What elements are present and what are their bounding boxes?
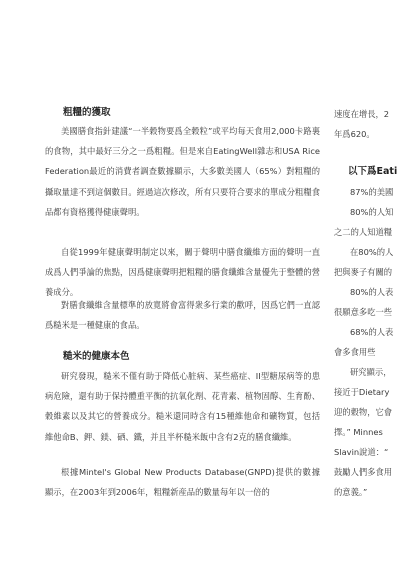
section-title-brown-rice-health: 糙米的健康本色 bbox=[63, 351, 130, 362]
paragraph-health-claim-history: 自從1999年健康聲明制定以來，關于聲明中膳食纖維方面的聲明一直成爲人們爭論的焦點，因爲健康聲明把粗糧的膳食纖維含量優先于整體的營養成分。 bbox=[45, 247, 320, 298]
right-section-title: 以下爲Eati bbox=[348, 166, 398, 177]
right-line: 年爲620。 bbox=[334, 129, 375, 139]
right-line: 80%的人知 bbox=[350, 207, 394, 217]
right-line: 87%的美國 bbox=[350, 187, 394, 197]
right-line: 在80%的人 bbox=[350, 247, 394, 257]
right-line: 68%的人表 bbox=[350, 327, 394, 337]
right-line: 研究顯示， bbox=[350, 367, 392, 377]
paragraph-brown-rice-research: 研究發現，糙米不僅有助于降低心脏病、某些癌症、II型糖尿病等的患病危險，還有助于保持體重平衡的抗氧化劑、花青素、植物固醇、生育酚、穀維素以及其它的營養成分。糙米還同時含有15種維他命和礦物質，包括維他命B、鉀、鎂、硒、鐵，并且半杯糙米飯中含有2克的膳食纖維。 bbox=[45, 371, 320, 442]
right-line: 把與麥子有關的 bbox=[334, 267, 393, 277]
right-line: Slavin說道：“ bbox=[334, 447, 389, 457]
paragraph-dietary-guidelines: 美國膳食指針建議“一半穀物要爲全穀粒”或平均每天食用2,000卡路裏的食物，其中最好三分之一爲粗糧。但是來自EatingWell雜志和USA Rice Federation最近的消費者調查數據顯示，大多數美國人（65%）對粗糧的攝取量達不到這個數目。經過這次修改，所有只要符合要求的單成分粗糧食品都有資格獲得健康聲明。 bbox=[45, 126, 320, 217]
right-line: 之二的人知道糧 bbox=[334, 227, 393, 237]
right-line: 迎的穀物，它會 bbox=[334, 407, 393, 417]
section-title-whole-grain-intake: 粗糧的獲取 bbox=[63, 107, 111, 118]
paragraph-fiber-standard: 對膳食纖維含量標準的放寬將會富得衆多行業的歡呼，因爲它們一直認爲糙米是一種健康的食品。 bbox=[45, 300, 320, 331]
right-line: 速度在增長，2 bbox=[334, 109, 390, 119]
right-line: 會多食用些 bbox=[334, 347, 376, 357]
right-line: 擇。” Minnes bbox=[334, 427, 383, 437]
right-line: 很願意多吃一些 bbox=[334, 307, 393, 317]
right-line: 接近于Dietary bbox=[334, 387, 390, 397]
right-line: 的意義。” bbox=[334, 487, 368, 497]
right-line: 80%的人表 bbox=[350, 287, 394, 297]
paragraph-mintel-data: 根據Mintel's Global New Products Database(GNPD)提供的數據顯示，在2003年到2006年，粗糧新産品的數量每年以一倍的 bbox=[45, 467, 320, 498]
right-line: 鼓勵人們多食用 bbox=[334, 467, 393, 477]
